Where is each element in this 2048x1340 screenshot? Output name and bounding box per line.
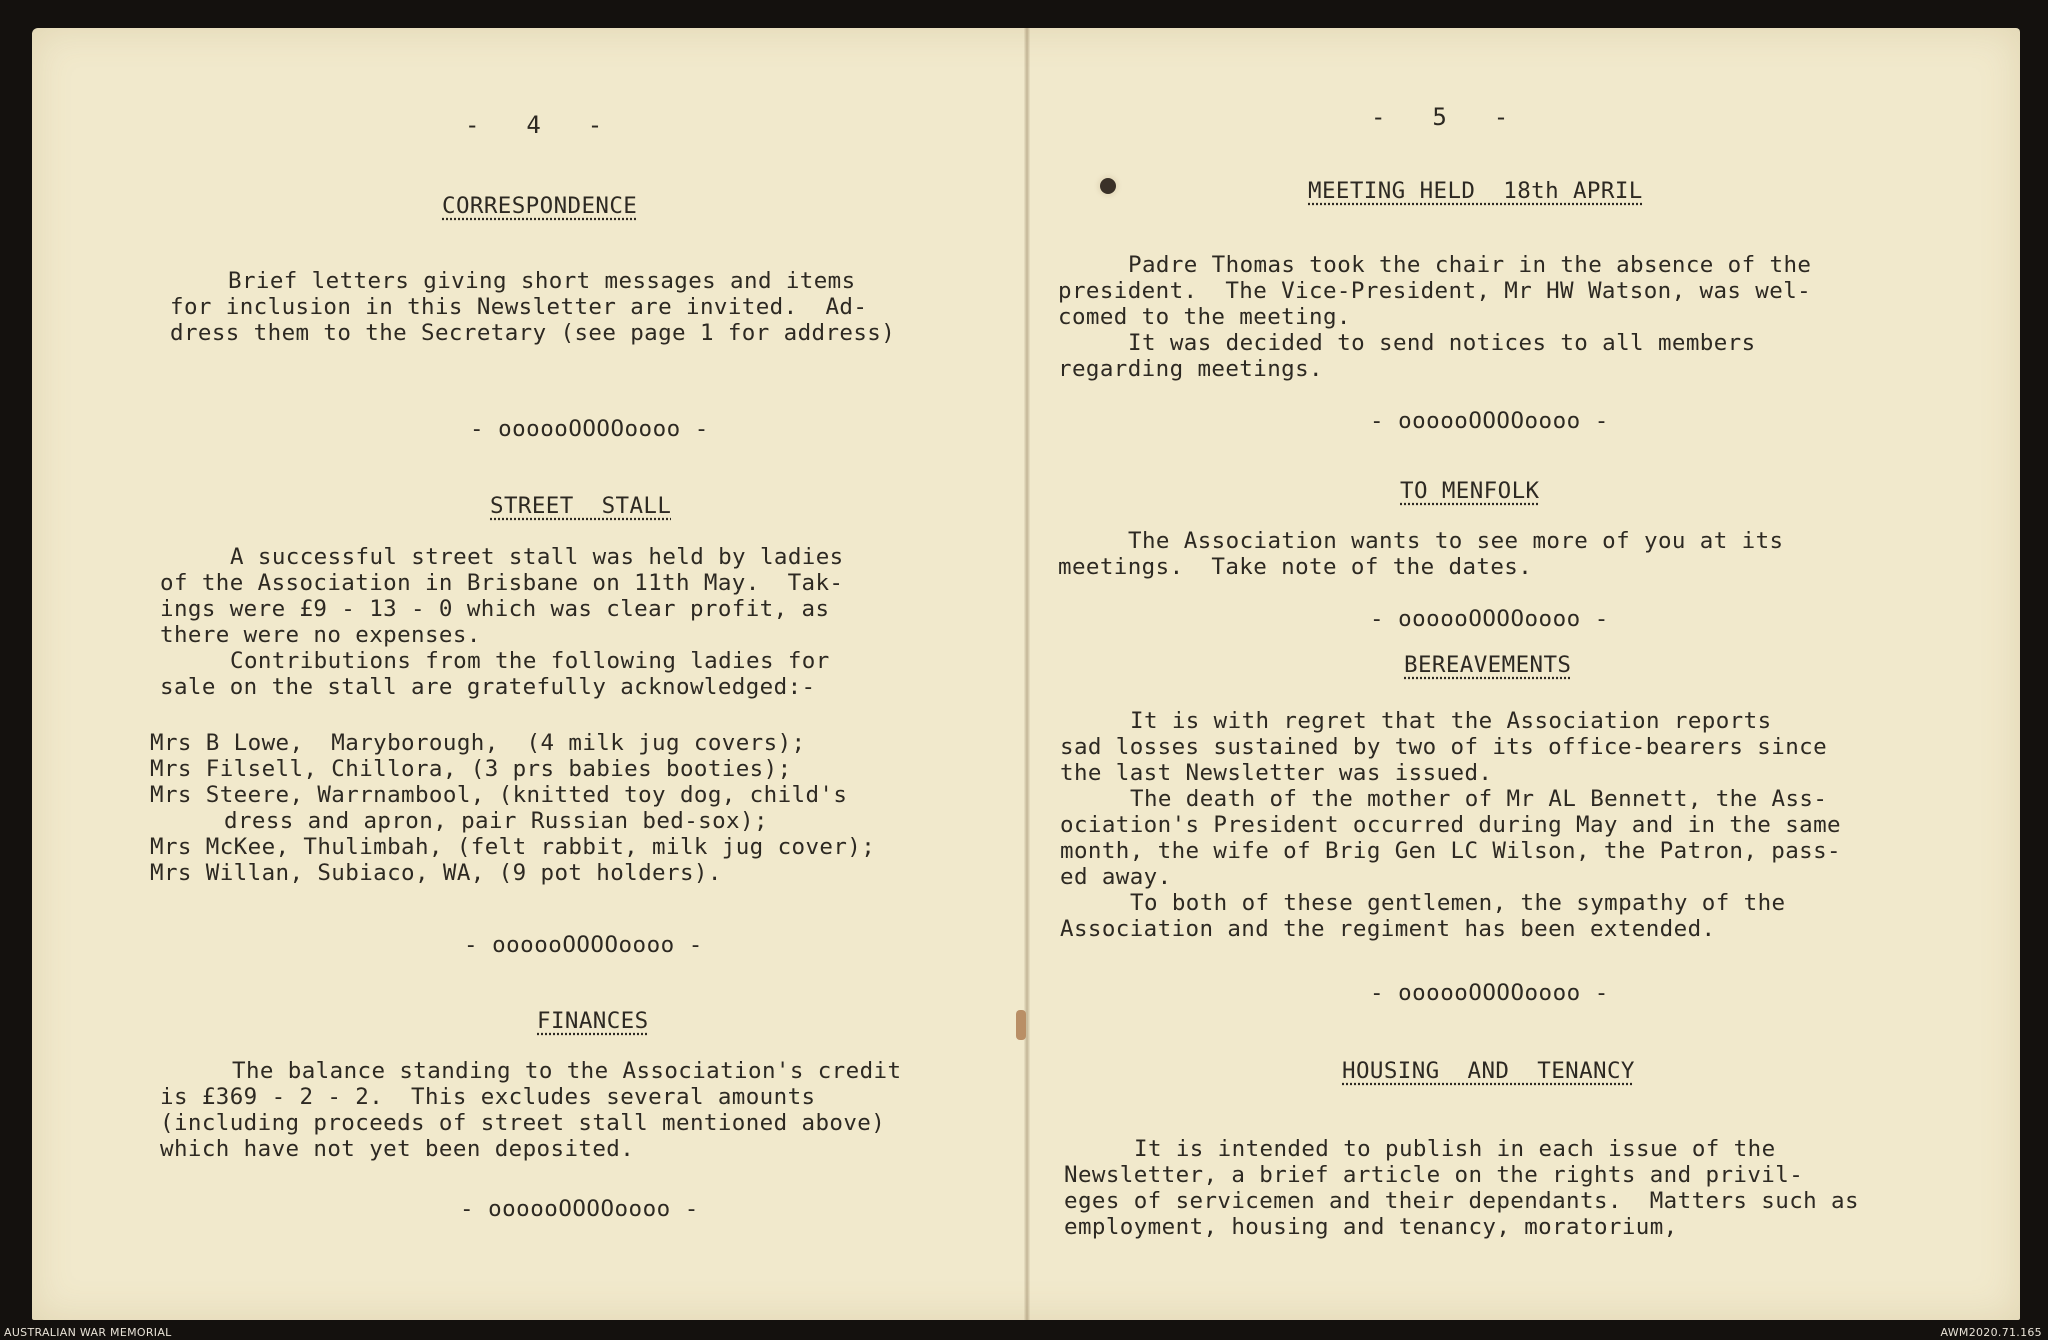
contributor-line-2: Mrs Filsell, Chillora, (3 prs babies booties); — [150, 756, 792, 782]
meeting-line-1: Padre Thomas took the chair in the absence of the — [1128, 252, 1812, 278]
page-number: - 5 - — [1371, 103, 1515, 131]
finances-line-4: which have not yet been deposited. — [160, 1136, 635, 1162]
separator: - oooooOOOOoooo - — [1370, 980, 1609, 1006]
finances-line-1: The balance standing to the Association's credit — [232, 1058, 902, 1084]
bereavements-line-4: The death of the mother of Mr AL Bennett, the Ass- — [1130, 786, 1828, 812]
street-stall-line-4: there were no expenses. — [160, 622, 481, 648]
housing-line-1: It is intended to publish in each issue of the — [1134, 1136, 1776, 1162]
meeting-line-5: regarding meetings. — [1058, 356, 1323, 382]
separator: - oooooOOOOoooo - — [464, 932, 703, 958]
contributor-line-3: Mrs Steere, Warrnambool, (knitted toy dog, child's — [150, 782, 848, 808]
separator: - oooooOOOOoooo - — [470, 416, 709, 442]
page-5 — [1030, 28, 2020, 1320]
page-4 — [32, 28, 1024, 1320]
bereavements-line-8: To both of these gentlemen, the sympathy of the — [1130, 890, 1786, 916]
correspondence-line-3: dress them to the Secretary (see page 1 for address) — [170, 320, 896, 346]
bereavements-line-9: Association and the regiment has been extended. — [1060, 916, 1716, 942]
bereavements-line-1: It is with regret that the Association reports — [1130, 708, 1772, 734]
street-stall-line-2: of the Association in Brisbane on 11th May. Tak- — [160, 570, 844, 596]
meeting-heading: MEETING HELD 18th APRIL — [1308, 178, 1643, 204]
meeting-line-4: It was decided to send notices to all members — [1128, 330, 1756, 356]
correspondence-line-2: for inclusion in this Newsletter are invited. Ad- — [170, 294, 868, 320]
bereavements-line-3: the last Newsletter was issued. — [1060, 760, 1493, 786]
bereavements-heading: BEREAVEMENTS — [1404, 652, 1572, 678]
street-stall-line-6: sale on the stall are gratefully acknowledged:- — [160, 674, 816, 700]
meeting-line-2: president. The Vice-President, Mr HW Watson, was wel- — [1058, 278, 1812, 304]
watermark-left: AUSTRALIAN WAR MEMORIAL — [4, 1326, 172, 1339]
street-stall-line-5: Contributions from the following ladies for — [230, 648, 830, 674]
finances-line-3: (including proceeds of street stall mentioned above) — [160, 1110, 886, 1136]
watermark-right: AWM2020.71.165 — [1940, 1326, 2042, 1339]
finances-heading: FINANCES — [537, 1008, 649, 1034]
street-stall-line-1: A successful street stall was held by ladies — [230, 544, 844, 570]
finances-line-2: is £369 - 2 - 2. This excludes several amounts — [160, 1084, 816, 1110]
bereavements-line-6: month, the wife of Brig Gen LC Wilson, the Patron, pass- — [1060, 838, 1841, 864]
street-stall-line-3: ings were £9 - 13 - 0 which was clear profit, as — [160, 596, 830, 622]
separator: - oooooOOOOoooo - — [460, 1196, 699, 1222]
to-menfolk-heading: TO MENFOLK — [1400, 478, 1540, 504]
separator: - oooooOOOOoooo - — [1370, 408, 1609, 434]
bereavements-line-5: ociation's President occurred during May and in the same — [1060, 812, 1841, 838]
page-number: - 4 - — [465, 111, 609, 139]
housing-line-3: eges of servicemen and their dependants. Matters such as — [1064, 1188, 1859, 1214]
housing-line-4: employment, housing and tenancy, moratorium, — [1064, 1214, 1678, 1240]
meeting-line-3: comed to the meeting. — [1058, 304, 1351, 330]
to-menfolk-line-1: The Association wants to see more of you at its — [1128, 528, 1784, 554]
contributor-line-1: Mrs B Lowe, Maryborough, (4 milk jug covers); — [150, 730, 806, 756]
contributor-line-4: dress and apron, pair Russian bed-sox); — [224, 808, 768, 834]
bereavements-line-2: sad losses sustained by two of its office-bearers since — [1060, 734, 1828, 760]
street-stall-heading: STREET STALL — [490, 493, 672, 519]
contributor-line-5: Mrs McKee, Thulimbah, (felt rabbit, milk jug cover); — [150, 834, 876, 860]
separator: - oooooOOOOoooo - — [1370, 606, 1609, 632]
to-menfolk-line-2: meetings. Take note of the dates. — [1058, 554, 1533, 580]
correspondence-line-1: Brief letters giving short messages and items — [228, 268, 856, 294]
housing-line-2: Newsletter, a brief article on the rights and privil- — [1064, 1162, 1804, 1188]
correspondence-heading: CORRESPONDENCE — [442, 193, 638, 219]
housing-heading: HOUSING AND TENANCY — [1342, 1058, 1635, 1084]
contributor-line-6: Mrs Willan, Subiaco, WA, (9 pot holders). — [150, 860, 722, 886]
bereavements-line-7: ed away. — [1060, 864, 1172, 890]
